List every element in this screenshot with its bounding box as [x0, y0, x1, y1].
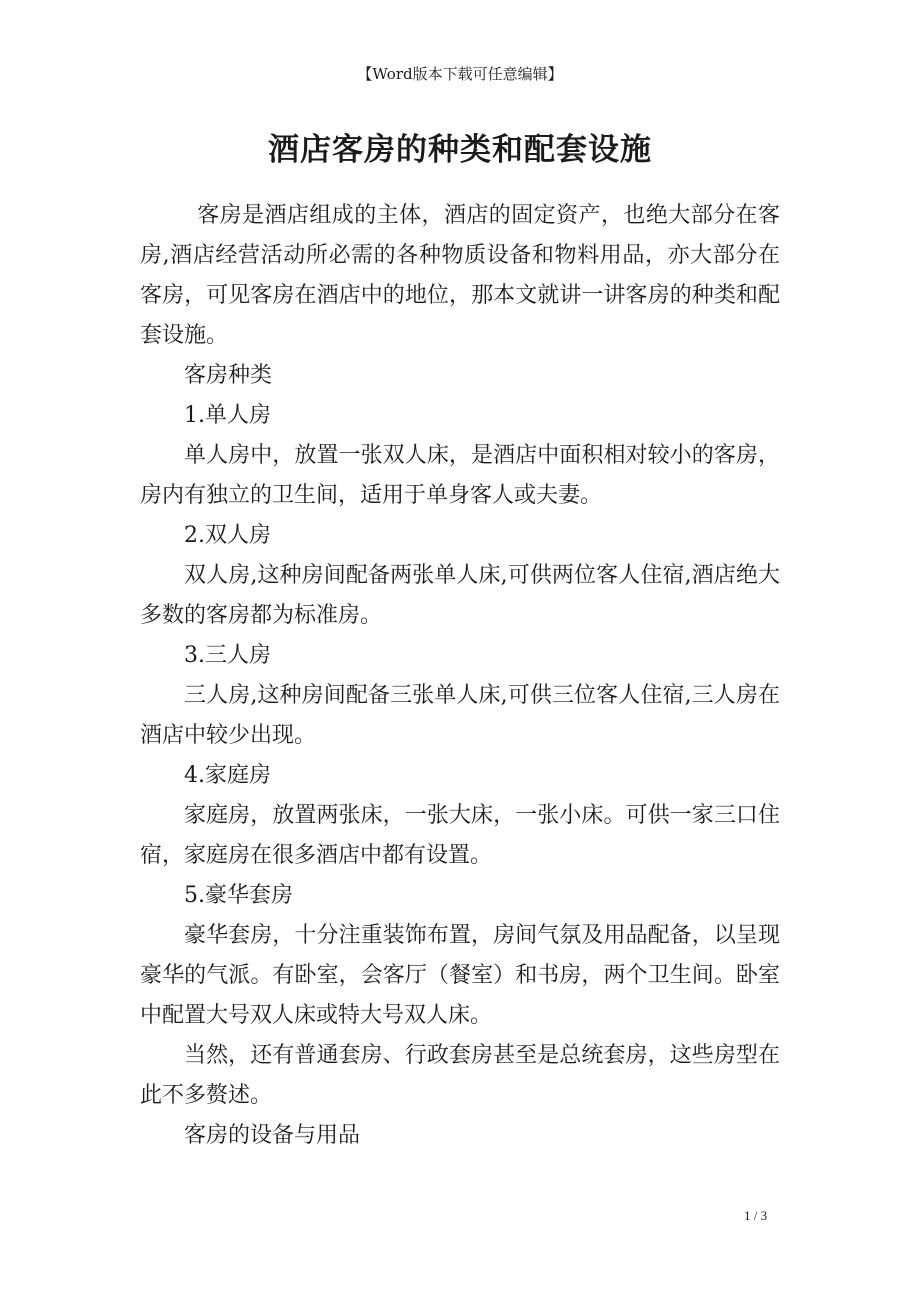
page-number: 1 / 3 — [744, 1208, 768, 1223]
download-note-header: 【Word版本下载可任意编辑】 — [357, 65, 563, 83]
paragraph-single-room: 单人房中，放置一张双人床，是酒店中面积相对较小的客房，房内有独立的卫生间，适用于单身客人或夫妻。 — [140, 443, 780, 508]
section-heading-room-types: 客房种类 — [184, 363, 273, 388]
item-heading-single-room: 1.单人房 — [184, 403, 271, 428]
document-body — [140, 196, 780, 1156]
intro-paragraph: 客房是酒店组成的主体，酒店的固定资产，也绝大部分在客房,酒店经营活动所必需的各种物质设备和物料用品，亦大部分在客房，可见客房在酒店中的地位，那本文就讲一讲客房的种类和配套设施。 — [140, 203, 780, 348]
item-heading-double-room: 2.双人房 — [184, 523, 271, 548]
document-title: 酒店客房的种类和配套设施 — [268, 132, 652, 168]
section-heading-equipment: 客房的设备与用品 — [184, 1123, 361, 1148]
paragraph-triple-room: 三人房,这种房间配备三张单人床,可供三位客人住宿,三人房在酒店中较少出现。 — [140, 683, 780, 748]
paragraph-deluxe-suite: 豪华套房，十分注重装饰布置，房间气氛及用品配备，以呈现豪华的气派。有卧室，会客厅（餐室）和书房，两个卫生间。卧室中配置大号双人床或特大号双人床。 — [140, 923, 780, 1028]
paragraph-other-suites: 当然，还有普通套房、行政套房甚至是总统套房，这些房型在此不多赘述。 — [140, 1043, 780, 1108]
paragraph-family-room: 家庭房，放置两张床，一张大床，一张小床。可供一家三口住宿，家庭房在很多酒店中都有设置。 — [140, 803, 780, 868]
item-heading-family-room: 4.家庭房 — [184, 763, 271, 788]
paragraph-double-room: 双人房,这种房间配备两张单人床,可供两位客人住宿,酒店绝大多数的客房都为标准房。 — [140, 563, 780, 628]
item-heading-triple-room: 3.三人房 — [184, 643, 271, 668]
item-heading-deluxe-suite: 5.豪华套房 — [184, 883, 293, 908]
